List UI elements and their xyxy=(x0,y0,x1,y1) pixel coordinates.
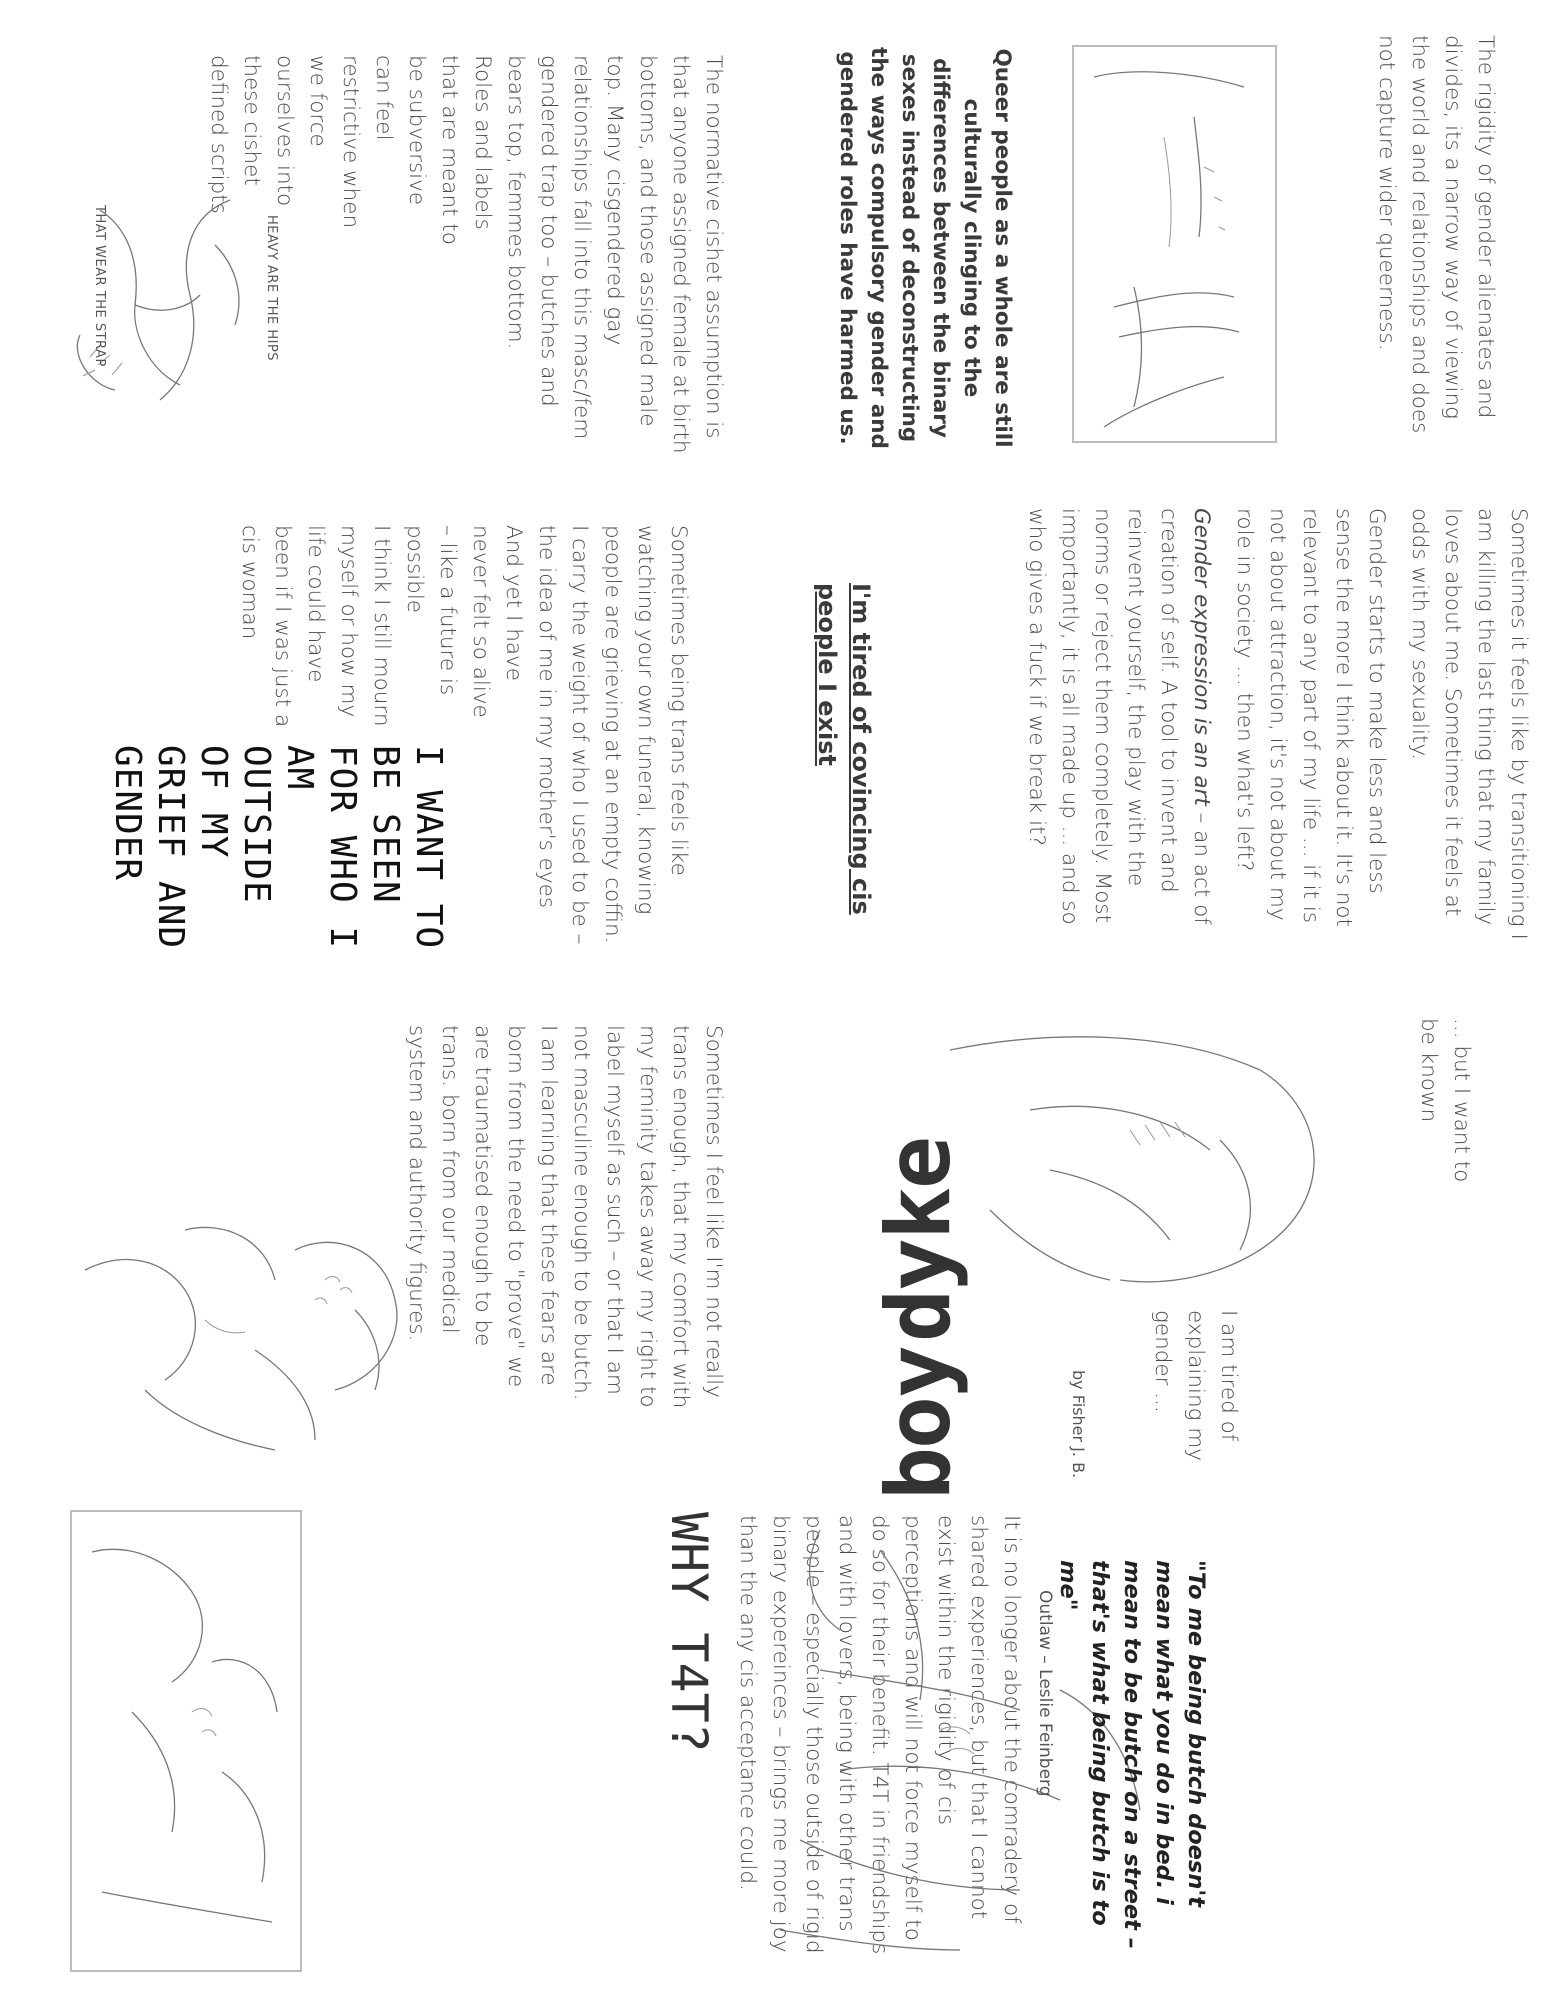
middle-right-paragraph-3 xyxy=(1020,508,1218,958)
top-left-paragraph-1: The normative cishet assumption is that anyone assigned female at birth bottoms, and those assigned male top. Many cisgendered gay relationships fall into this masc/fem gendered trap too – butches and bears top, femmes bottom. xyxy=(503,55,726,454)
caption-known: ... but I want to be known xyxy=(1416,1018,1474,1183)
embracing-couple-sketch xyxy=(55,1190,455,1490)
bed-scene-frame xyxy=(70,1510,302,1972)
title-boy: boy xyxy=(867,1347,970,1500)
top-right-paragraph: The rigidity of gender alienates and divides, its a narrow way of viewing the world and relationships and does not capture wider queerness. xyxy=(1374,35,1498,434)
middle-right-heading: I'm tired of covincing cis people I exist xyxy=(813,583,875,915)
caption-tired: I am tired of explaining my gender ... xyxy=(1150,1310,1241,1461)
pull-quote: Queer people as a whole are still culturally clinging to the differences between the binary sexes instead of deconstructing the ways compulsory gender and gendered roles have harmed us. xyxy=(835,47,1015,449)
sneakers-sketch xyxy=(930,1010,1390,1350)
title-dyke: dyke xyxy=(867,1138,970,1342)
title-block xyxy=(867,1080,985,1500)
middle-right-text xyxy=(1020,508,1535,958)
t4t-paragraph: It is no longer about the comradery of shared experiences, but that I cannot exist within the rigidity of cis perceptions and will not force myself to do so for their benefit. T4T in friendships and with lovers, being with other trans people – especially those outside of rigid binary expereinces – brings me more joy than the any cis acceptance could. xyxy=(735,1515,1024,1955)
torso-illustration-frame xyxy=(1072,45,1277,443)
tattoo-text-1: HEAVY ARE THE HIPS xyxy=(264,215,279,362)
art-emphasis: Gender expression is an art xyxy=(1189,508,1214,806)
middle-left-paragraph-4: I think I still mourn myself or how my life could have been if I was just a cis woman xyxy=(237,525,394,728)
tattoo-text-2: THAT WEAR THE STRAP xyxy=(92,205,107,367)
hips-strap-sketch xyxy=(40,185,280,425)
byline: by Fisher J. B. xyxy=(1069,1370,1088,1479)
middle-left-paragraph-1: Sometimes being trans feels like watching your own funeral, knowing people are grieving at an empty coffin. xyxy=(600,525,691,944)
lower-left-paragraph: Sometimes I feel like I'm not really trans enough, that my comfort with my feminity takes away my right to label myself as such – or that I am not masculine enough to be butch. I am learning that these fears are born from the need to "prove" we are traumatised enough to be trans. born from our medical system and authority figures. xyxy=(404,1025,726,1409)
middle-right-paragraph-1: Sometimes it feels like by transitioning I am killing the last thing that my family loves about me. Sometimes it feels at odds with my sexuality. xyxy=(1407,508,1531,940)
quote-source: Outlaw – Leslie Feinberg xyxy=(1035,1590,1055,1797)
top-left-paragraph-2: Roles and labels that are meant to be subversive can feel restrictive when we force ourselves into these cishet defined scripts xyxy=(206,55,495,245)
middle-right-paragraph-3-rest: – an act of creation of self. A tool to invent and reinvent yourself, the play with the norms or reject them completely. Most importantly, it is all made up ... and so who gives a fuck if we break it? xyxy=(1024,508,1214,925)
torso-sketch xyxy=(1074,47,1275,441)
feinberg-quote: "To me being butch doesn't mean what you do in bed. i mean to be butch on a street – that's what being butch is to me" xyxy=(1055,1560,1209,1949)
big-statement: I WANT TO BE SEEN FOR WHO I AM OUTSIDE OF MY GRIEF AND GENDER xyxy=(107,745,449,950)
middle-right-paragraph-2: Gender starts to make less and less sense the more I think about it. It's not relevant to any part of my life ... if it is not about attraction, it's not about my role in society ... then what's left? xyxy=(1232,508,1389,927)
why-t4t-heading: WHY T4T? xyxy=(660,1512,718,1753)
middle-left-paragraph-3: And yet I have never felt so alive – like a future is possible xyxy=(402,525,526,718)
top-left-text xyxy=(202,55,730,465)
bed-scene-sketch xyxy=(72,1512,300,1970)
middle-left-paragraph-2: I carry the weight of who I used to be – the idea of me in my mother's eyes xyxy=(534,525,592,945)
